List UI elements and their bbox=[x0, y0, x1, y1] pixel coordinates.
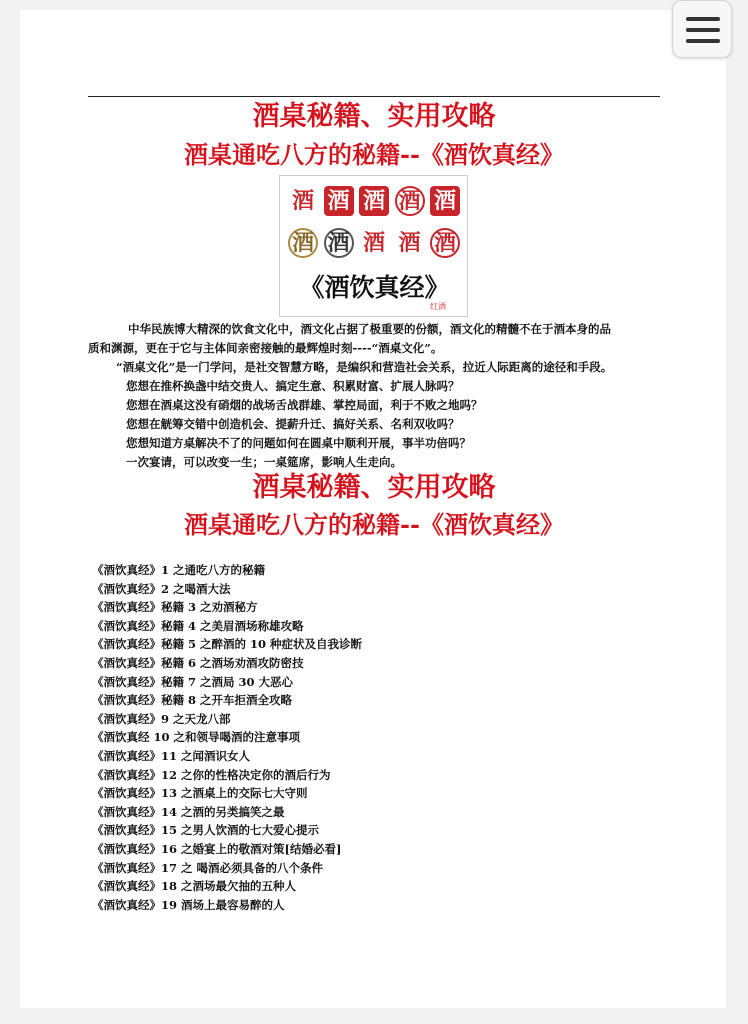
toc-item[interactable]: 《酒饮真经》16 之婚宴上的敬酒对策[结婚必看] bbox=[92, 841, 342, 856]
seal-glyph: 酒 bbox=[324, 186, 354, 216]
seal-glyph: 酒 bbox=[288, 228, 318, 258]
seal-glyph: 酒 bbox=[359, 186, 389, 216]
toc-item[interactable]: 《酒饮真经》11 之闻酒识女人 bbox=[92, 748, 251, 763]
toc-item[interactable]: 《酒饮真经》17 之 喝酒必须具备的八个条件 bbox=[92, 860, 324, 875]
toc-item[interactable]: 《酒饮真经》秘籍 3 之劝酒秘方 bbox=[92, 600, 258, 615]
toc-item[interactable]: 《酒饮真经》9 之天龙八部 bbox=[92, 711, 231, 726]
toc-item[interactable]: 《酒饮真经》秘籍 6 之酒场劝酒攻防密技 bbox=[92, 655, 304, 670]
intro-question-1: 您想在推杯换盏中结交贵人、搞定生意、积累财富、扩展人脉吗？ bbox=[126, 379, 460, 393]
intro-paragraph-1-line-2: 质和渊源，更在于它与主体间亲密接触的最辉煌时刻----“酒桌文化”。 bbox=[88, 341, 443, 355]
hamburger-menu-button[interactable] bbox=[672, 0, 732, 58]
logo-signature-mark: 红酒 bbox=[430, 302, 446, 311]
seal-glyph: 酒 bbox=[398, 230, 421, 256]
intro-paragraph-1-line-1: 中华民族博大精深的饮食文化中，酒文化占据了极重要的份额，酒文化的精髓不在于酒本身的品 bbox=[128, 322, 611, 336]
intro-text bbox=[88, 320, 668, 472]
toc-item[interactable]: 《酒饮真经》19 酒场上最容易醉的人 bbox=[92, 897, 285, 912]
intro-question-2: 您想在酒桌这没有硝烟的战场舌战群雄、掌控局面，利于不败之地吗？ bbox=[126, 398, 483, 412]
intro-question-3: 您想在觥筹交错中创造机会、提薪升迁、搞好关系、名利双收吗？ bbox=[126, 417, 460, 431]
seal-glyph: 酒 bbox=[430, 186, 460, 216]
toc-item[interactable]: 《酒饮真经》秘籍 8 之开车拒酒全攻略 bbox=[92, 693, 293, 708]
intro-paragraph-2: “酒桌文化”是一门学问，是社交智慧方略，是编织和营造社会关系，拉近人际距离的途径和手段。 bbox=[116, 360, 613, 374]
toc-item[interactable]: 《酒饮真经 10 之和领导喝酒的注意事项 bbox=[92, 730, 301, 745]
toc-item[interactable]: 《酒饮真经》2 之喝酒大法 bbox=[92, 581, 231, 596]
page-subtitle: 酒桌通吃八方的秘籍--《酒饮真经》 bbox=[184, 140, 564, 169]
intro-closing: 一次宴请，可以改变一生；一桌筵席，影响人生走向。 bbox=[126, 455, 402, 469]
seal-glyph: 酒 bbox=[291, 188, 314, 214]
seal-glyph: 酒 bbox=[324, 228, 354, 258]
toc-item[interactable]: 《酒饮真经》15 之男人饮酒的七大爱心提示 bbox=[92, 823, 320, 838]
toc-item[interactable]: 《酒饮真经》1 之通吃八方的秘籍 bbox=[92, 563, 266, 577]
seal-glyph: 酒 bbox=[395, 186, 425, 216]
toc-item[interactable]: 《酒饮真经》13 之酒桌上的交际七大守则 bbox=[92, 786, 308, 801]
book-logo-image bbox=[279, 175, 468, 317]
header-rule bbox=[88, 96, 660, 97]
seal-row-2 bbox=[288, 224, 460, 262]
intro-question-4: 您想知道方桌解决不了的问题如何在圆桌中顺利开展，事半功倍吗？ bbox=[126, 436, 471, 450]
hamburger-menu-icon-bar bbox=[686, 28, 720, 32]
hamburger-menu-icon bbox=[686, 17, 720, 21]
table-of-contents bbox=[92, 561, 652, 914]
logo-book-title: 《酒饮真经》 bbox=[299, 273, 450, 302]
toc-item[interactable]: 《酒饮真经》秘籍 4 之美眉酒场称雄攻略 bbox=[92, 618, 304, 633]
seal-glyph: 酒 bbox=[430, 228, 460, 258]
toc-item[interactable]: 《酒饮真经》秘籍 7 之酒局 30 大恶心 bbox=[92, 674, 294, 689]
toc-item[interactable]: 《酒饮真经》18 之酒场最欠抽的五种人 bbox=[92, 879, 297, 894]
section-title: 酒桌秘籍、实用攻略 bbox=[252, 472, 496, 503]
seal-glyph: 酒 bbox=[362, 230, 385, 256]
page-title: 酒桌秘籍、实用攻略 bbox=[252, 101, 496, 132]
seal-row-1 bbox=[288, 182, 460, 220]
toc-item[interactable]: 《酒饮真经》秘籍 5 之醉酒的 10 种症状及自我诊断 bbox=[92, 637, 363, 652]
toc-item[interactable]: 《酒饮真经》14 之酒的另类搞笑之最 bbox=[92, 804, 285, 819]
toc-item[interactable]: 《酒饮真经》12 之你的性格决定你的酒后行为 bbox=[92, 767, 331, 782]
hamburger-menu-icon-bar bbox=[686, 39, 720, 43]
section-subtitle: 酒桌通吃八方的秘籍--《酒饮真经》 bbox=[184, 510, 564, 539]
